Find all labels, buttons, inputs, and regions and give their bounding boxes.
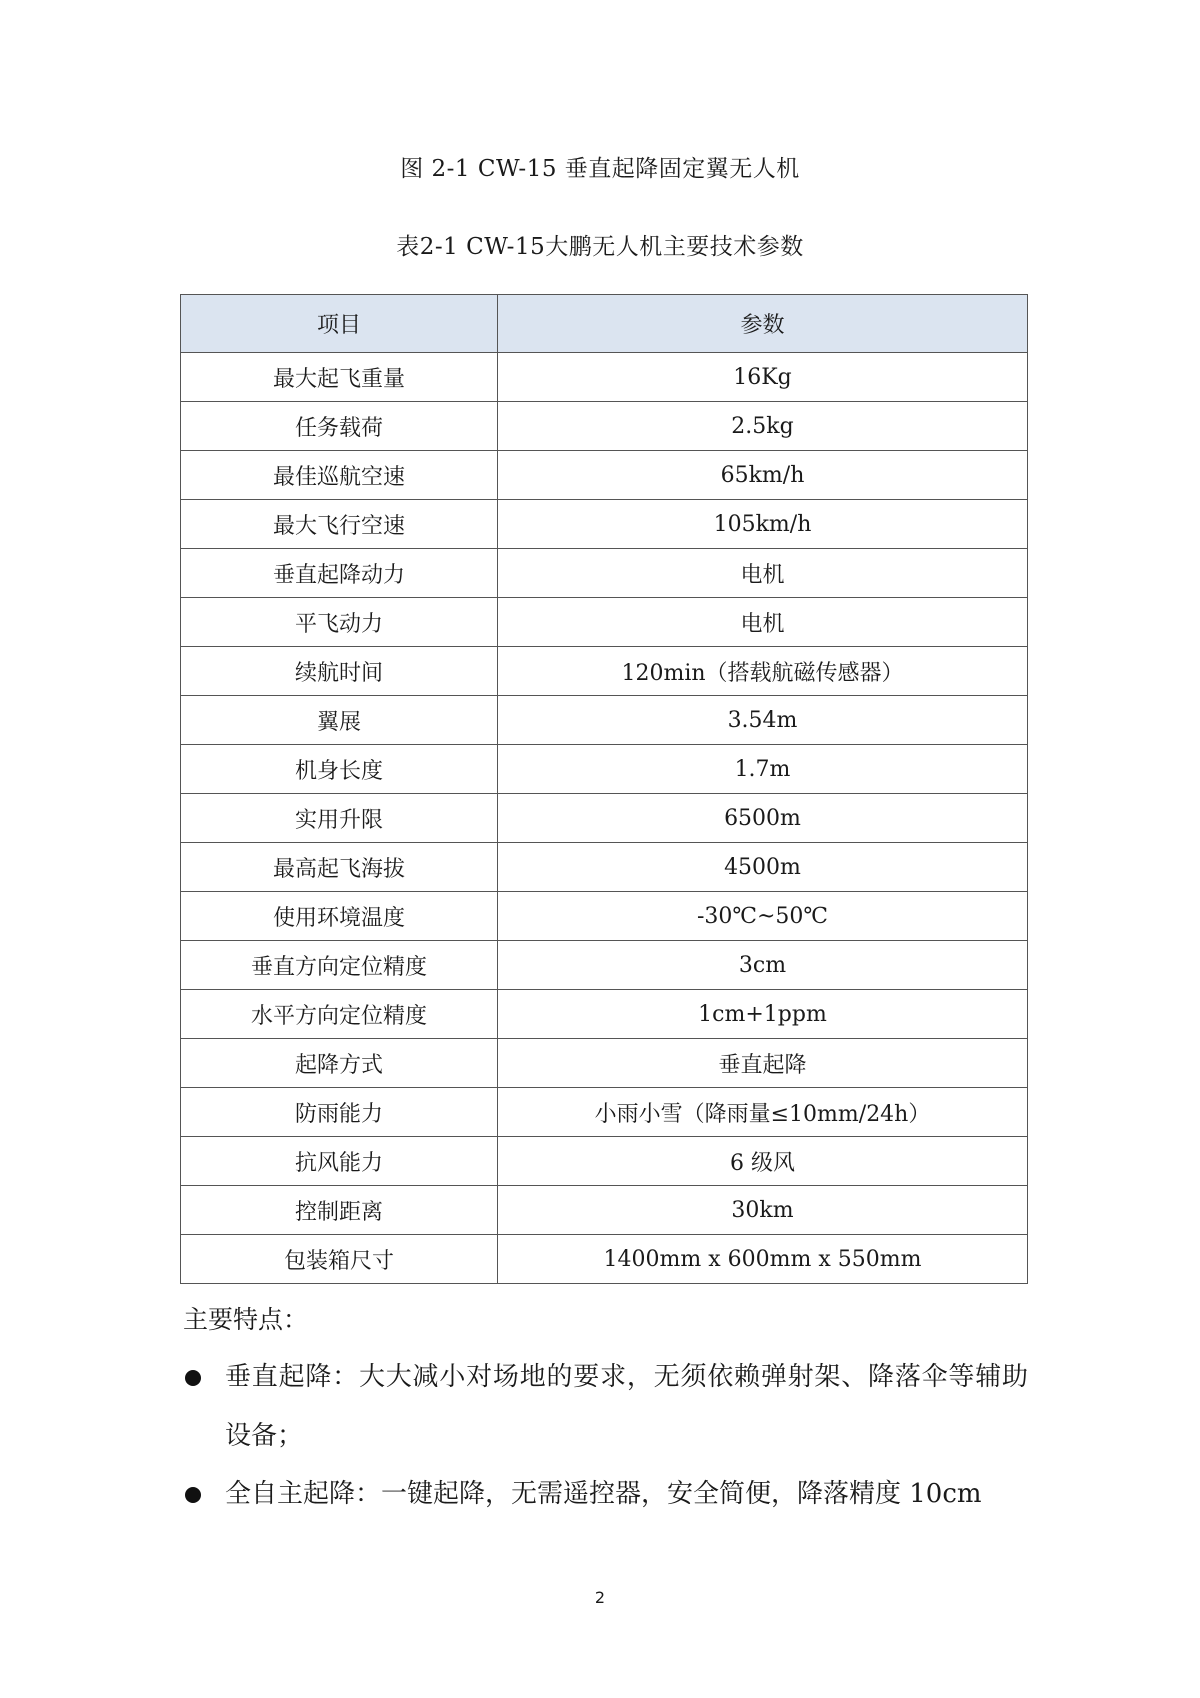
bullet-dot-icon bbox=[185, 1487, 201, 1503]
bullet-dot-icon bbox=[185, 1370, 201, 1386]
table-row bbox=[181, 1039, 1028, 1088]
spec-table bbox=[180, 294, 1028, 1284]
page-number: 2 bbox=[594, 1588, 606, 1607]
cell-param: 30km bbox=[498, 1186, 1028, 1235]
table-row bbox=[181, 451, 1028, 500]
cell-param: 垂直起降 bbox=[498, 1039, 1028, 1088]
cell-item: 垂直起降动力 bbox=[181, 549, 498, 598]
header-item: 项目 bbox=[181, 295, 498, 353]
table-row bbox=[181, 598, 1028, 647]
cell-item: 最大飞行空速 bbox=[181, 500, 498, 549]
table-row bbox=[181, 500, 1028, 549]
table-caption: 表2-1 CW-15大鹏无人机主要技术参数 bbox=[396, 234, 804, 260]
cell-item: 防雨能力 bbox=[181, 1088, 498, 1137]
table-row bbox=[181, 402, 1028, 451]
cell-item: 控制距离 bbox=[181, 1186, 498, 1235]
table-row bbox=[181, 1186, 1028, 1235]
cell-param: 105km/h bbox=[498, 500, 1028, 549]
cell-item: 最大起飞重量 bbox=[181, 353, 498, 402]
cell-param: 小雨小雪（降雨量≤10mm/24h） bbox=[498, 1088, 1028, 1137]
cell-item: 任务载荷 bbox=[181, 402, 498, 451]
cell-param: 4500m bbox=[498, 843, 1028, 892]
cell-param: 16Kg bbox=[498, 353, 1028, 402]
cell-param: 2.5kg bbox=[498, 402, 1028, 451]
cell-item: 抗风能力 bbox=[181, 1137, 498, 1186]
figure-caption: 图 2-1 CW-15 垂直起降固定翼无人机 bbox=[400, 156, 800, 182]
table-header-row bbox=[181, 295, 1028, 353]
cell-item: 最佳巡航空速 bbox=[181, 451, 498, 500]
cell-param: 3.54m bbox=[498, 696, 1028, 745]
cell-param: 电机 bbox=[498, 598, 1028, 647]
table-row bbox=[181, 696, 1028, 745]
feature-text: 垂直起降：大大减小对场地的要求，无须依赖弹射架、降落伞等辅助设备； bbox=[225, 1362, 1028, 1451]
table-row bbox=[181, 1235, 1028, 1284]
table-row bbox=[181, 892, 1028, 941]
cell-param: 1400mm x 600mm x 550mm bbox=[498, 1235, 1028, 1284]
cell-item: 垂直方向定位精度 bbox=[181, 941, 498, 990]
cell-param: 6500m bbox=[498, 794, 1028, 843]
cell-param: 3cm bbox=[498, 941, 1028, 990]
table-body bbox=[181, 353, 1028, 1284]
cell-item: 最高起飞海拔 bbox=[181, 843, 498, 892]
cell-param: 120min（搭载航磁传感器） bbox=[498, 647, 1028, 696]
cell-item: 续航时间 bbox=[181, 647, 498, 696]
cell-item: 使用环境温度 bbox=[181, 892, 498, 941]
table-row bbox=[181, 990, 1028, 1039]
feature-text: 全自主起降：一键起降，无需遥控器，安全简便，降落精度 10cm bbox=[225, 1479, 982, 1509]
cell-item: 翼展 bbox=[181, 696, 498, 745]
table-row bbox=[181, 794, 1028, 843]
table-row bbox=[181, 549, 1028, 598]
table-row bbox=[181, 353, 1028, 402]
feature-item bbox=[183, 1465, 1028, 1524]
cell-item: 实用升限 bbox=[181, 794, 498, 843]
cell-item: 平飞动力 bbox=[181, 598, 498, 647]
cell-param: 1cm+1ppm bbox=[498, 990, 1028, 1039]
cell-item: 水平方向定位精度 bbox=[181, 990, 498, 1039]
feature-item bbox=[183, 1348, 1028, 1466]
table-row bbox=[181, 1137, 1028, 1186]
table-row bbox=[181, 843, 1028, 892]
cell-item: 机身长度 bbox=[181, 745, 498, 794]
cell-param: 1.7m bbox=[498, 745, 1028, 794]
cell-param: 电机 bbox=[498, 549, 1028, 598]
table-row bbox=[181, 1088, 1028, 1137]
cell-param: 6 级风 bbox=[498, 1137, 1028, 1186]
table-row bbox=[181, 745, 1028, 794]
cell-item: 包装箱尺寸 bbox=[181, 1235, 498, 1284]
header-param: 参数 bbox=[498, 295, 1028, 353]
cell-param: 65km/h bbox=[498, 451, 1028, 500]
features-title: 主要特点： bbox=[183, 1305, 309, 1334]
table-row bbox=[181, 941, 1028, 990]
table-row bbox=[181, 647, 1028, 696]
cell-item: 起降方式 bbox=[181, 1039, 498, 1088]
cell-param: -30℃~50℃ bbox=[498, 892, 1028, 941]
